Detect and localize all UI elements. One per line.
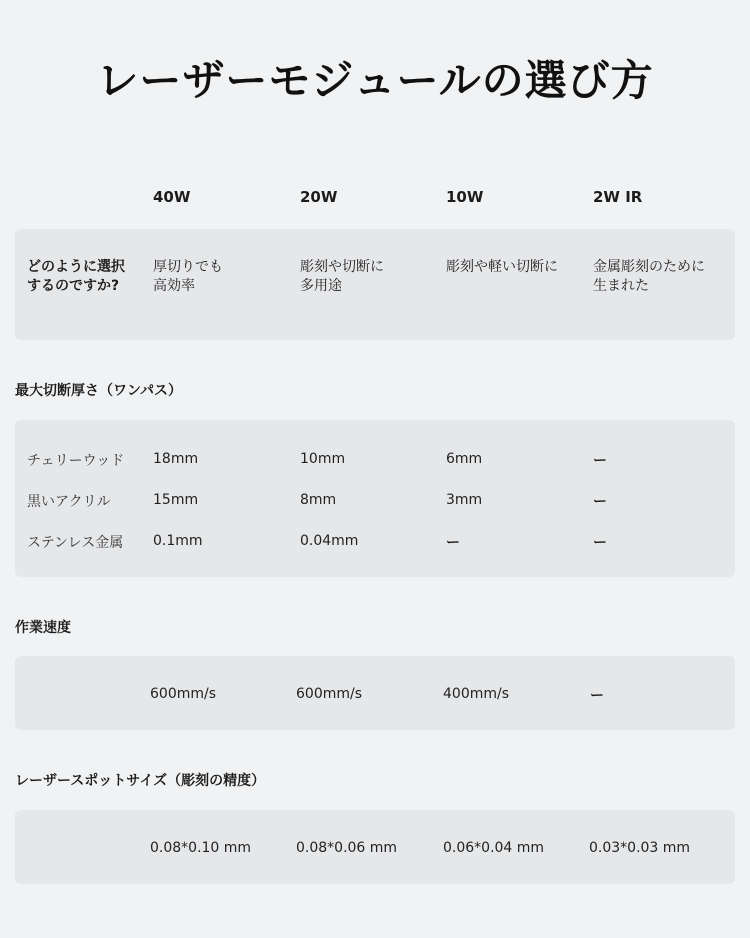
speed-section-title: 作業速度 [15,620,71,636]
speed-cell: 400mm/s [443,686,510,702]
page-title: レーザーモジュールの選び方 [96,56,654,105]
cutting-cell: 18mm [153,451,199,467]
spot-cell: 0.03*0.03 mm [589,840,691,856]
why-value-2w-ir [593,258,705,296]
speed-cell: 600mm/s [296,686,363,702]
why-label-line1: どのように選択 [27,259,125,275]
why-value-line: 金属彫刻のために [593,259,705,275]
cutting-cell-dash: ー [593,453,607,469]
why-value-40w [153,258,223,296]
cutting-section-title: 最大切断厚さ（ワンパス） [15,383,183,399]
why-value-20w [300,258,384,296]
cutting-card [15,420,735,577]
column-header-40w: 40W [153,188,191,206]
cutting-cell: 3mm [446,492,483,508]
why-label [27,258,125,296]
cutting-row-label: チェリーウッド [27,453,125,469]
why-value-10w [446,258,558,277]
cutting-row-label: 黒いアクリル [27,494,111,510]
why-value-line: 厚切りでも [153,259,223,275]
cutting-cell: 0.1mm [153,533,203,549]
cutting-cell-dash: ー [593,535,607,551]
why-label-line2: するのですか? [27,278,120,294]
spot-cell: 0.08*0.06 mm [296,840,398,856]
cutting-cell-dash: ー [446,535,460,551]
spot-cell: 0.08*0.10 mm [150,840,252,856]
why-value-line: 彫刻や軽い切断に [446,259,558,275]
why-value-line: 彫刻や切断に [300,259,384,275]
cutting-cell: 15mm [153,492,199,508]
spot-section-title: レーザースポットサイズ（彫刻の精度） [15,773,266,789]
column-header-20w: 20W [300,188,338,206]
speed-cell: 600mm/s [150,686,217,702]
cutting-row-label: ステンレス金属 [27,535,124,551]
cutting-cell: 0.04mm [300,533,359,549]
column-header-10w: 10W [446,188,484,206]
why-value-line: 生まれた [593,278,649,294]
why-value-line: 多用途 [300,278,342,294]
speed-card [15,656,735,730]
cutting-cell: 8mm [300,492,337,508]
why-value-line: 高効率 [153,278,195,294]
cutting-cell: 10mm [300,451,346,467]
cutting-cell-dash: ー [593,494,607,510]
spot-cell: 0.06*0.04 mm [443,840,545,856]
speed-cell-dash: ー [590,688,604,704]
cutting-cell: 6mm [446,451,483,467]
column-header-2w-ir: 2W IR [593,188,643,206]
